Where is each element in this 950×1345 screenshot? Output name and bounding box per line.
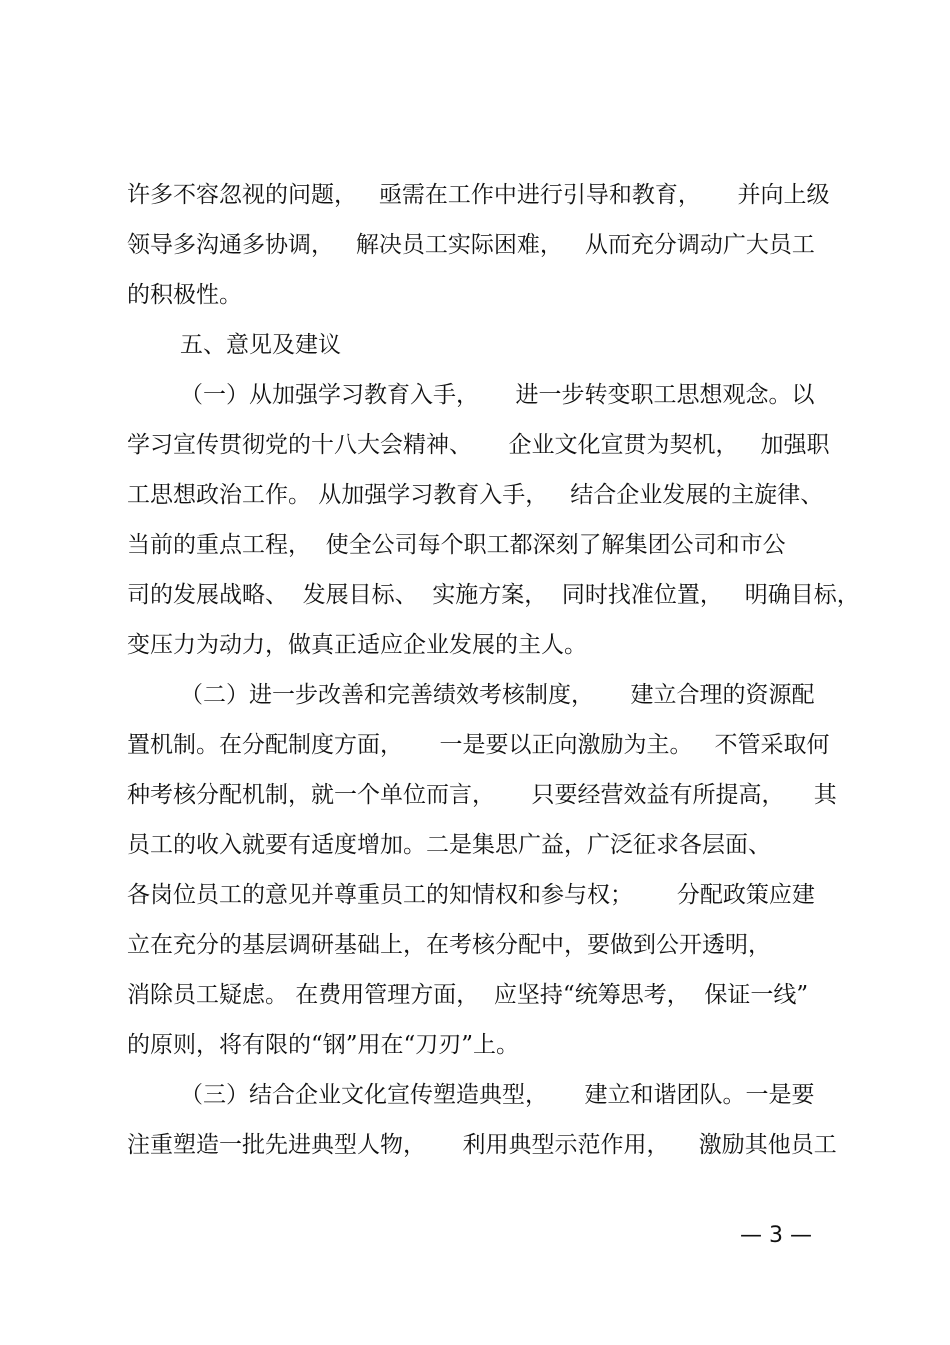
text-line: （一）从加强学习教育入手， 进一步转变职工思想观念。以	[180, 382, 815, 408]
text-line: 司的发展战略、 发展目标、 实施方案， 同时找准位置， 明确目标，	[127, 582, 860, 608]
text-line: 员工的收入就要有适度增加。二是集思广益，广泛征求各层面、	[127, 832, 771, 858]
text-line: 领导多沟通多协调， 解决员工实际困难， 从而充分调动广大员工	[127, 232, 815, 258]
text-line: 的原则，将有限的“钢”用在“刀刃”上。	[127, 1032, 520, 1058]
text-line: 消除员工疑虑。 在费用管理方面， 应坚持“统筹思考， 保证一线”	[127, 982, 809, 1008]
section-heading: 五、意见及建议	[180, 332, 341, 358]
text-line: （三）结合企业文化宣传塑造典型， 建立和谐团队。一是要	[180, 1082, 815, 1108]
text-line: 注重塑造一批先进典型人物， 利用典型示范作用， 激励其他员工	[127, 1132, 837, 1158]
text-line: 变压力为动力，做真正适应企业发展的主人。	[127, 632, 587, 658]
page-number: — 3 —	[740, 1223, 812, 1248]
text-line: 当前的重点工程， 使全公司每个职工都深刻了解集团公司和市公	[127, 532, 786, 558]
text-line: 置机制。在分配制度方面， 一是要以正向激励为主。 不管采取何	[127, 732, 830, 758]
text-line: 立在充分的基层调研基础上，在考核分配中，要做到公开透明，	[127, 932, 771, 958]
text-line: 工思想政治工作。 从加强学习教育入手， 结合企业发展的主旋律、	[127, 482, 824, 508]
text-line: 许多不容忽视的问题， 亟需在工作中进行引导和教育， 并向上级	[127, 182, 830, 208]
text-line: 种考核分配机制，就一个单位而言， 只要经营效益有所提高， 其	[127, 782, 837, 808]
text-line: 的积极性。	[127, 282, 242, 308]
text-line: 学习宣传贯彻党的十八大会精神、 企业文化宣贯为契机， 加强职	[127, 432, 830, 458]
text-line: 各岗位员工的意见并尊重员工的知情权和参与权； 分配政策应建	[127, 882, 815, 908]
text-line: （二）进一步改善和完善绩效考核制度， 建立合理的资源配	[180, 682, 815, 708]
